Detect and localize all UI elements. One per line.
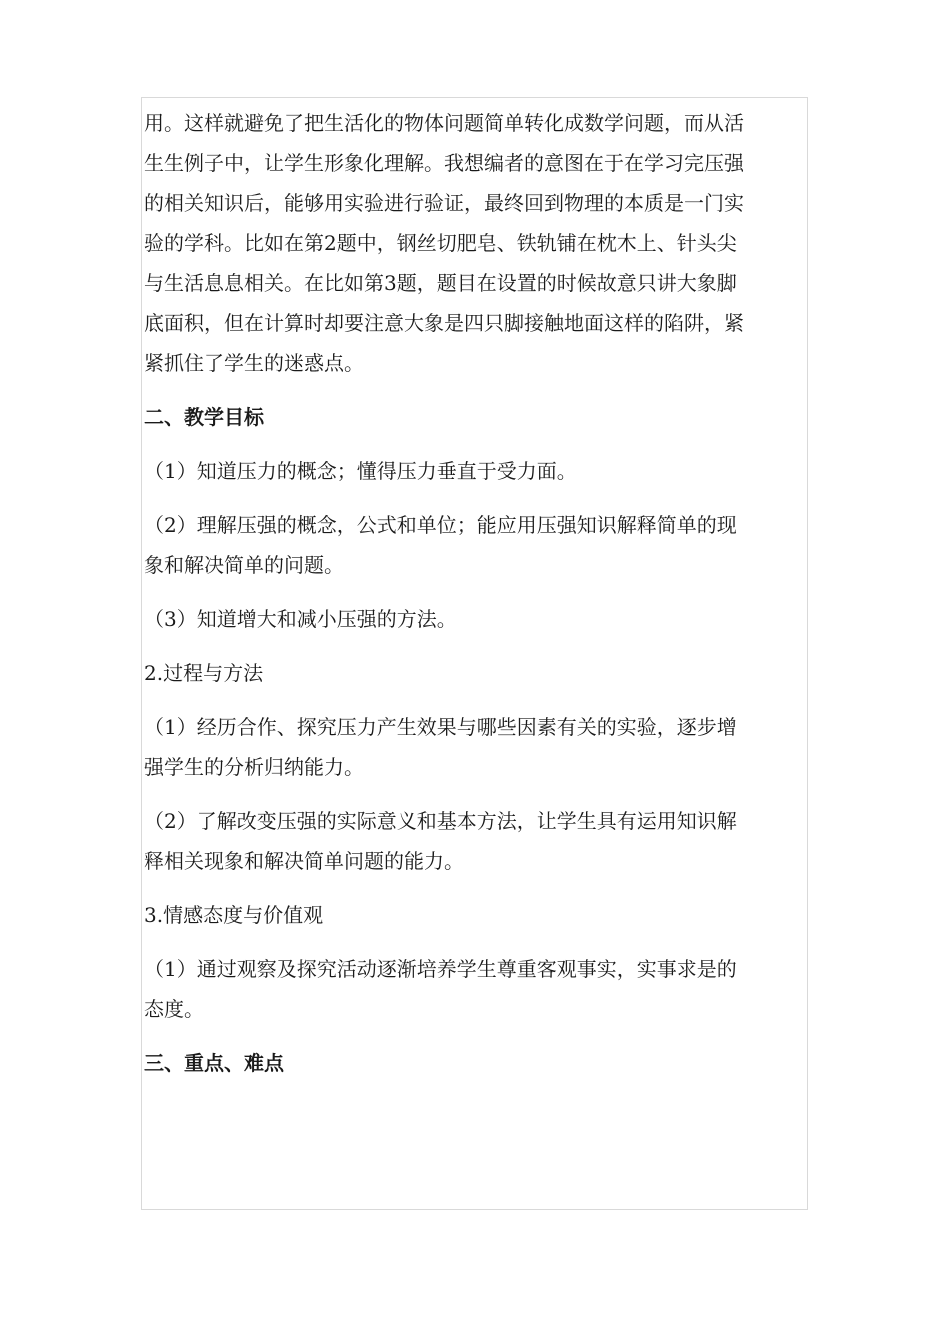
text-line: 用。这样就避免了把生活化的物体问题简单转化成数学问题，而从活 — [144, 111, 744, 135]
text-line: 底面积，但在计算时却要注意大象是四只脚接触地面这样的陷阱，紧 — [144, 311, 744, 335]
subsection-emotion-values: 3.情感态度与价值观 — [144, 903, 324, 927]
text-line: 生生例子中，让学生形象化理解。我想编者的意图在于在学习完压强 — [144, 151, 744, 175]
intro-paragraph — [144, 103, 808, 383]
text-line: （2）了解改变压强的实际意义和基本方法，让学生具有运用知识解 — [144, 809, 737, 833]
subsection-process-methods: 2.过程与方法 — [144, 661, 264, 685]
text-line: 象和解决简单的问题。 — [144, 553, 344, 577]
text-line: 与生活息息相关。在比如第3题，题目在设置的时候故意只讲大象脚 — [144, 271, 737, 295]
goal-item-3: （3）知道增大和减小压强的方法。 — [144, 607, 457, 631]
text-line: 验的学科。比如在第2题中，钢丝切肥皂、铁轨铺在枕木上、针头尖 — [144, 231, 737, 255]
document-body — [144, 103, 808, 1083]
section-heading-goals: 二、教学目标 — [144, 405, 264, 429]
emotion-item-1 — [144, 949, 808, 1029]
text-line: 紧抓住了学生的迷惑点。 — [144, 351, 364, 375]
text-line: 的相关知识后，能够用实验进行验证，最终回到物理的本质是一门实 — [144, 191, 744, 215]
process-item-2 — [144, 801, 808, 881]
text-line: 释相关现象和解决简单问题的能力。 — [144, 849, 464, 873]
text-line: 强学生的分析归纳能力。 — [144, 755, 364, 779]
text-line: （2）理解压强的概念，公式和单位；能应用压强知识解释简单的现 — [144, 513, 737, 537]
process-item-1 — [144, 707, 808, 787]
goal-item-1: （1）知道压力的概念；懂得压力垂直于受力面。 — [144, 459, 577, 483]
section-heading-key-points: 三、重点、难点 — [144, 1051, 284, 1075]
goal-item-2 — [144, 505, 808, 585]
text-line: （1）通过观察及探究活动逐渐培养学生尊重客观事实，实事求是的 — [144, 957, 737, 981]
text-line: （1）经历合作、探究压力产生效果与哪些因素有关的实验，逐步增 — [144, 715, 737, 739]
text-line: 态度。 — [144, 997, 204, 1021]
